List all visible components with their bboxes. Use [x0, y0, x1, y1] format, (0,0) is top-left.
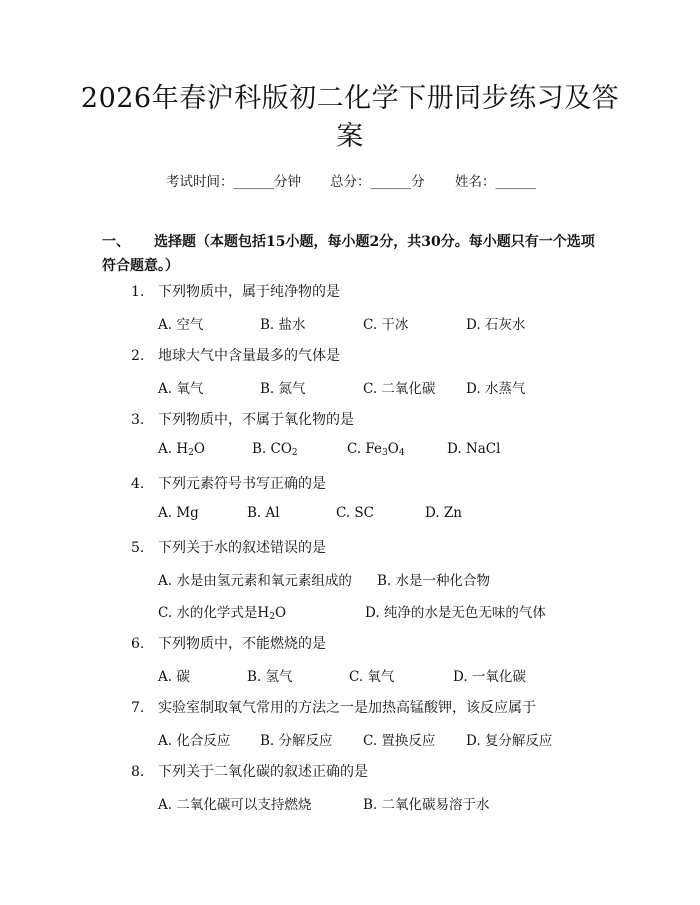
option-c[interactable]: C. 氧气 [349, 669, 395, 685]
option-b[interactable] [252, 441, 298, 458]
option-a[interactable]: A. Mg [158, 505, 199, 521]
option-a-text: A. H [158, 441, 189, 457]
option-c[interactable]: C. 置换反应 [363, 733, 436, 749]
subscript: 4 [398, 448, 405, 458]
option-c[interactable]: C. 干冰 [363, 317, 409, 333]
question-number: 4. [131, 476, 145, 492]
question-item [131, 633, 326, 653]
question-text: 下列关于二氧化碳的叙述正确的是 [158, 764, 368, 780]
option-d[interactable]: D. 纯净的水是无色无味的气体 [365, 605, 546, 621]
subscript: 2 [291, 448, 298, 458]
question-item [131, 537, 326, 557]
option-c-text: C. Fe [347, 441, 383, 457]
option-d[interactable]: D. NaCl [447, 441, 501, 457]
option-c[interactable] [158, 601, 286, 622]
option-c[interactable] [347, 441, 405, 458]
question-number: 5. [131, 540, 145, 556]
question-item [131, 697, 536, 717]
subscript: 3 [382, 448, 388, 458]
option-a[interactable]: A. 水是由氢元素和氧元素组成的 [158, 573, 352, 589]
question-text: 下列物质中，不属于氧化物的是 [158, 412, 354, 428]
total-score-field: 总分：______分 [330, 174, 425, 190]
question-text: 下列元素符号书写正确的是 [158, 476, 326, 492]
option-c-text-end: O [274, 605, 287, 621]
section-heading [102, 230, 602, 278]
question-number: 8. [131, 764, 145, 780]
option-a[interactable]: A. 碳 [158, 669, 190, 685]
option-d[interactable]: D. 水蒸气 [466, 381, 526, 397]
question-item [131, 409, 354, 429]
option-c-text-mid: O [387, 441, 399, 457]
option-d[interactable]: D. Zn [425, 505, 462, 521]
document-title-line1: 2026年春沪科版初二化学下册同步练习及答 [80, 83, 620, 114]
option-b[interactable]: B. 二氧化碳易溶于水 [363, 797, 490, 813]
section-instructions: 选择题（本题包括15小题，每小题2分，共30分。每小题只有一个选项符合题意。） [102, 234, 595, 274]
option-c[interactable]: C. 二氧化碳 [363, 381, 436, 397]
option-c[interactable]: C. SC [336, 505, 375, 521]
name-field: 姓名：______ [455, 174, 536, 190]
option-a-text-end: O [193, 441, 205, 457]
question-text: 下列物质中，不能燃烧的是 [158, 636, 326, 652]
option-a[interactable]: A. 氧气 [158, 381, 204, 397]
option-d[interactable]: D. 复分解反应 [466, 733, 553, 749]
question-item [131, 345, 340, 365]
question-item [131, 473, 326, 493]
option-a[interactable] [158, 441, 205, 458]
section-marker: 一、 [102, 234, 130, 250]
option-b[interactable]: B. 盐水 [260, 317, 306, 333]
question-number: 2. [131, 348, 145, 364]
exam-time-field: 考试时间：______分钟 [166, 174, 301, 190]
question-number: 1. [131, 284, 145, 300]
option-c-text: C. 水的化学式是H [158, 605, 270, 621]
subscript: 2 [188, 448, 194, 458]
option-d[interactable]: D. 一氧化碳 [453, 669, 526, 685]
option-b[interactable]: B. 氢气 [247, 669, 293, 685]
subscript: 2 [269, 612, 275, 622]
option-a[interactable]: A. 化合反应 [158, 733, 231, 749]
question-number: 3. [131, 412, 145, 428]
question-text: 地球大气中含量最多的气体是 [158, 348, 340, 364]
question-item [131, 761, 368, 781]
question-item [131, 281, 340, 301]
option-b[interactable]: B. Al [247, 505, 280, 521]
option-b[interactable]: B. 水是一种化合物 [377, 573, 491, 589]
option-a[interactable]: A. 空气 [158, 317, 204, 333]
option-b[interactable]: B. 分解反应 [260, 733, 333, 749]
option-d[interactable]: D. 石灰水 [466, 317, 526, 333]
question-text: 实验室制取氧气常用的方法之一是加热高锰酸钾，该反应属于 [158, 700, 536, 716]
option-b[interactable]: B. 氮气 [260, 381, 306, 397]
question-text: 下列物质中，属于纯净物的是 [158, 284, 340, 300]
question-number: 7. [131, 700, 145, 716]
option-b-text: B. CO [252, 441, 292, 457]
option-a[interactable]: A. 二氧化碳可以支持燃烧 [158, 797, 312, 813]
document-title-line2: 案 [336, 121, 364, 152]
question-text: 下列关于水的叙述错误的是 [158, 540, 326, 556]
question-number: 6. [131, 636, 145, 652]
